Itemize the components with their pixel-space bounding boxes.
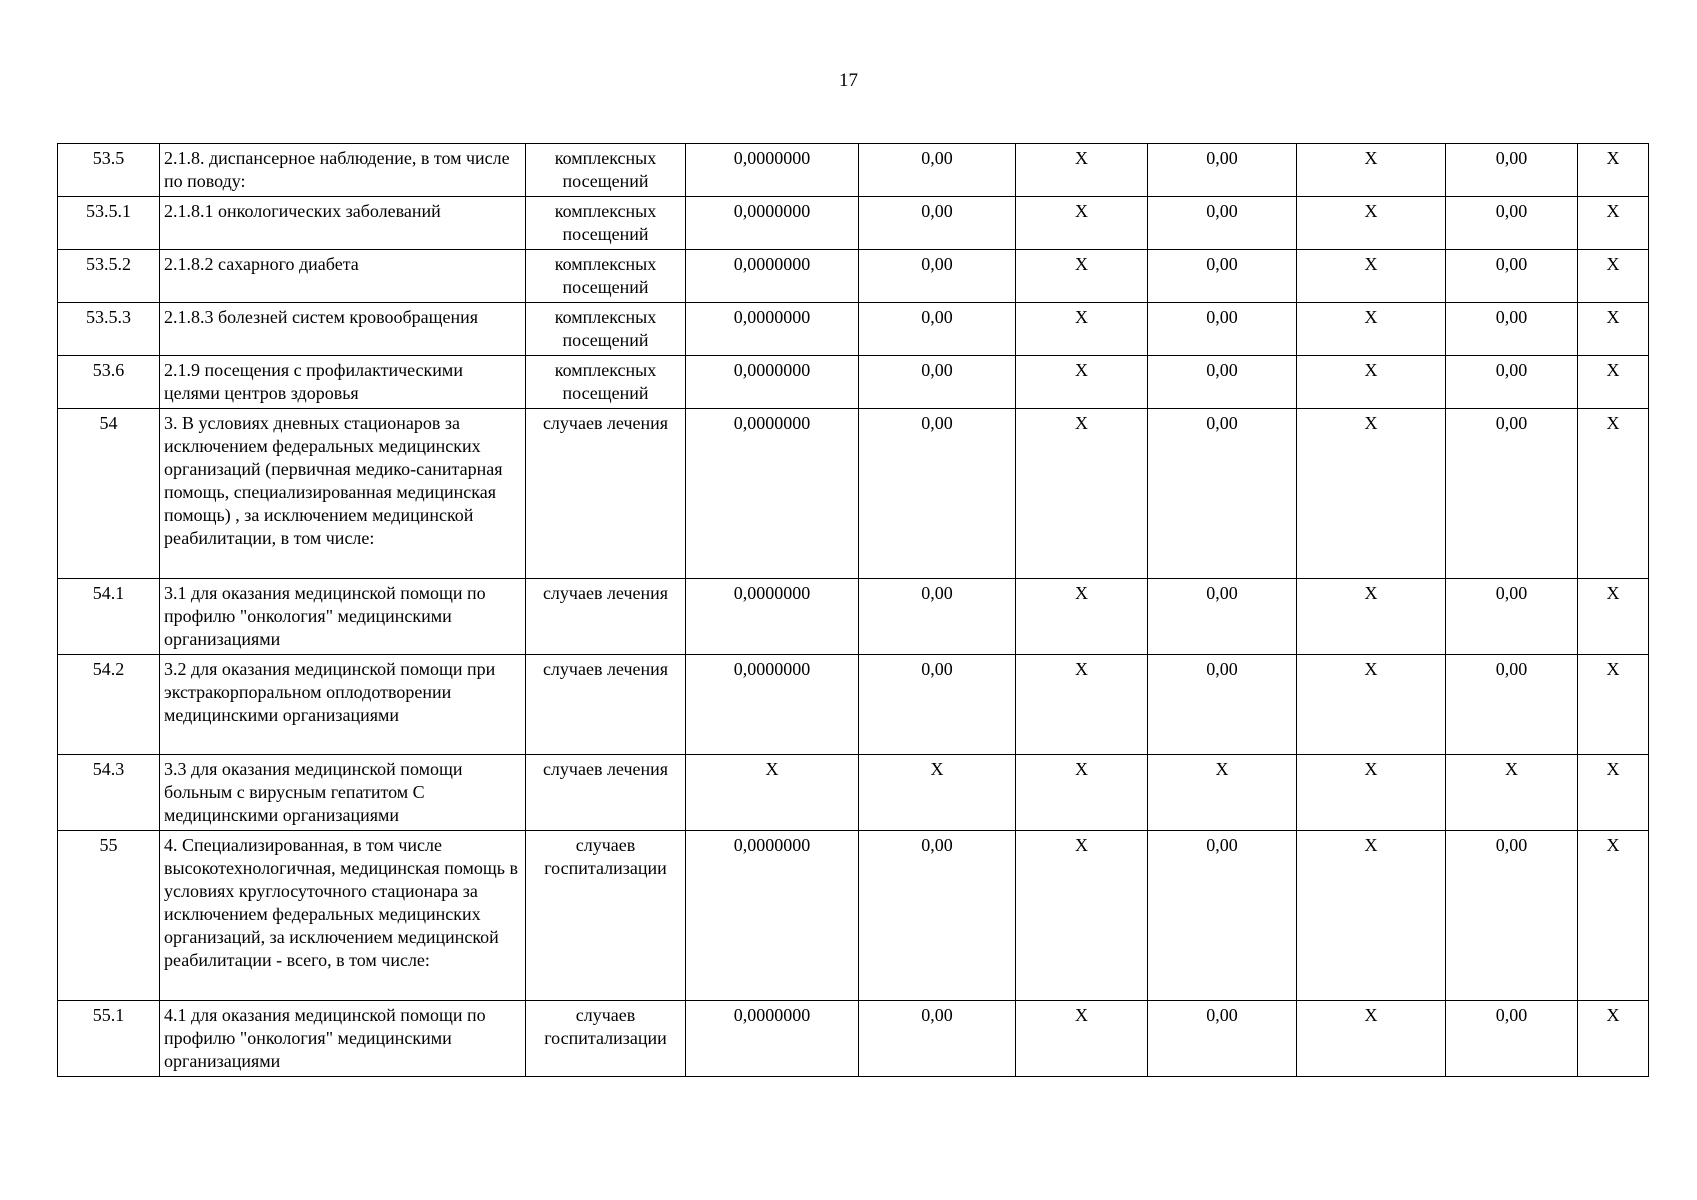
cell-value: 0,00: [1148, 409, 1297, 579]
cell-value: 0,00: [859, 1001, 1016, 1077]
cell-value: X: [1016, 144, 1148, 197]
cell-value: 0,00: [1446, 1001, 1578, 1077]
cell-value: 0,00: [859, 831, 1016, 1001]
cell-value: 0,00: [859, 655, 1016, 755]
row-name: 4. Специализированная, в том числе высокотехнологичная, медицинская помощь в условиях круглосуточного стационара за исключением федеральных медицинских организаций, за исключением медицинской реабилитации - всего, в том числе:: [160, 831, 526, 1001]
cell-value: 0,00: [1148, 579, 1297, 655]
row-unit: комплексных посещений: [526, 250, 686, 303]
cell-value: 0,0000000: [686, 250, 859, 303]
cell-value: X: [1297, 755, 1446, 831]
cell-value: X: [1297, 303, 1446, 356]
cell-value: 0,00: [859, 250, 1016, 303]
row-number: 53.5.3: [58, 303, 160, 356]
cell-value: X: [1016, 409, 1148, 579]
cell-value: X: [1016, 579, 1148, 655]
table-row: [58, 144, 1649, 197]
cell-value: 0,0000000: [686, 655, 859, 755]
cell-value: 0,00: [1148, 655, 1297, 755]
cell-value: 0,00: [1446, 197, 1578, 250]
cell-value: 0,0000000: [686, 831, 859, 1001]
cell-value: 0,0000000: [686, 303, 859, 356]
cell-value: 0,00: [1148, 831, 1297, 1001]
row-unit: комплексных посещений: [526, 303, 686, 356]
cell-value: 0,00: [859, 197, 1016, 250]
cell-value: X: [1297, 409, 1446, 579]
row-name: 3.3 для оказания медицинской помощи больным с вирусным гепатитом С медицинскими организациями: [160, 755, 526, 831]
cell-value: X: [1578, 831, 1649, 1001]
cell-value: X: [1016, 831, 1148, 1001]
cell-value: X: [1578, 356, 1649, 409]
cell-value: X: [1016, 655, 1148, 755]
cell-value: 0,00: [1148, 144, 1297, 197]
row-unit: случаев лечения: [526, 409, 686, 579]
row-number: 55: [58, 831, 160, 1001]
data-table: [57, 143, 1649, 1077]
cell-value: 0,00: [859, 579, 1016, 655]
row-name: 3.1 для оказания медицинской помощи по профилю "онкология" медицинскими организациями: [160, 579, 526, 655]
cell-value: 0,00: [1446, 144, 1578, 197]
table-row: [58, 250, 1649, 303]
row-number: 54.3: [58, 755, 160, 831]
row-number: 53.6: [58, 356, 160, 409]
cell-value: X: [1148, 755, 1297, 831]
cell-value: X: [1297, 1001, 1446, 1077]
cell-value: 0,00: [1446, 250, 1578, 303]
cell-value: 0,0000000: [686, 409, 859, 579]
cell-value: X: [1016, 755, 1148, 831]
cell-value: 0,00: [1148, 1001, 1297, 1077]
table-row: [58, 579, 1649, 655]
row-name: 2.1.9 посещения с профилактическими целями центров здоровья: [160, 356, 526, 409]
cell-value: X: [1016, 356, 1148, 409]
row-name: 2.1.8.3 болезней систем кровообращения: [160, 303, 526, 356]
row-unit: случаев госпитализации: [526, 1001, 686, 1077]
cell-value: 0,0000000: [686, 197, 859, 250]
cell-value: 0,00: [1446, 409, 1578, 579]
cell-value: 0,00: [859, 409, 1016, 579]
row-number: 54.2: [58, 655, 160, 755]
cell-value: X: [1578, 144, 1649, 197]
cell-value: X: [1297, 144, 1446, 197]
row-name: 2.1.8.2 сахарного диабета: [160, 250, 526, 303]
cell-value: X: [1578, 1001, 1649, 1077]
row-number: 53.5.2: [58, 250, 160, 303]
cell-value: X: [1297, 655, 1446, 755]
cell-value: X: [1578, 303, 1649, 356]
cell-value: X: [1578, 250, 1649, 303]
table-row: [58, 409, 1649, 579]
cell-value: X: [1297, 831, 1446, 1001]
cell-value: 0,00: [1148, 356, 1297, 409]
table-row: [58, 197, 1649, 250]
row-number: 53.5: [58, 144, 160, 197]
row-unit: случаев лечения: [526, 655, 686, 755]
cell-value: 0,00: [1446, 831, 1578, 1001]
table-row: [58, 755, 1649, 831]
cell-value: 0,00: [1446, 356, 1578, 409]
table-row: [58, 356, 1649, 409]
cell-value: X: [859, 755, 1016, 831]
row-unit: комплексных посещений: [526, 356, 686, 409]
cell-value: 0,00: [859, 144, 1016, 197]
row-number: 55.1: [58, 1001, 160, 1077]
cell-value: X: [1297, 579, 1446, 655]
cell-value: X: [1016, 197, 1148, 250]
cell-value: 0,00: [859, 303, 1016, 356]
cell-value: 0,0000000: [686, 356, 859, 409]
table-row: [58, 1001, 1649, 1077]
row-name: 2.1.8.1 онкологических заболеваний: [160, 197, 526, 250]
cell-value: X: [1578, 197, 1649, 250]
row-name: 3.2 для оказания медицинской помощи при экстракорпоральном оплодотворении медицинскими организациями: [160, 655, 526, 755]
table-row: [58, 303, 1649, 356]
cell-value: X: [1578, 409, 1649, 579]
row-number: 54: [58, 409, 160, 579]
row-number: 53.5.1: [58, 197, 160, 250]
row-unit: случаев госпитализации: [526, 831, 686, 1001]
row-unit: случаев лечения: [526, 579, 686, 655]
cell-value: X: [1016, 1001, 1148, 1077]
row-name: 4.1 для оказания медицинской помощи по профилю "онкология" медицинскими организациями: [160, 1001, 526, 1077]
cell-value: 0,0000000: [686, 579, 859, 655]
row-name: 3. В условиях дневных стационаров за исключением федеральных медицинских организаций (первичная медико-санитарная помощь, специализированная медицинская помощь) , за исключением медицинской реабилитации, в том числе:: [160, 409, 526, 579]
table-row: [58, 831, 1649, 1001]
cell-value: 0,00: [1148, 303, 1297, 356]
cell-value: X: [1578, 579, 1649, 655]
cell-value: X: [686, 755, 859, 831]
cell-value: X: [1016, 250, 1148, 303]
cell-value: 0,00: [1446, 303, 1578, 356]
page-number: 17: [839, 70, 858, 91]
cell-value: 0,00: [1148, 250, 1297, 303]
cell-value: 0,00: [1446, 579, 1578, 655]
cell-value: X: [1297, 250, 1446, 303]
cell-value: 0,0000000: [686, 144, 859, 197]
cell-value: 0,0000000: [686, 1001, 859, 1077]
row-number: 54.1: [58, 579, 160, 655]
row-unit: случаев лечения: [526, 755, 686, 831]
table-row: [58, 655, 1649, 755]
row-unit: комплексных посещений: [526, 197, 686, 250]
row-name: 2.1.8. диспансерное наблюдение, в том числе по поводу:: [160, 144, 526, 197]
cell-value: X: [1446, 755, 1578, 831]
cell-value: X: [1578, 755, 1649, 831]
cell-value: X: [1297, 197, 1446, 250]
cell-value: X: [1578, 655, 1649, 755]
cell-value: X: [1297, 356, 1446, 409]
cell-value: 0,00: [859, 356, 1016, 409]
cell-value: X: [1016, 303, 1148, 356]
cell-value: 0,00: [1446, 655, 1578, 755]
row-unit: комплексных посещений: [526, 144, 686, 197]
cell-value: 0,00: [1148, 197, 1297, 250]
